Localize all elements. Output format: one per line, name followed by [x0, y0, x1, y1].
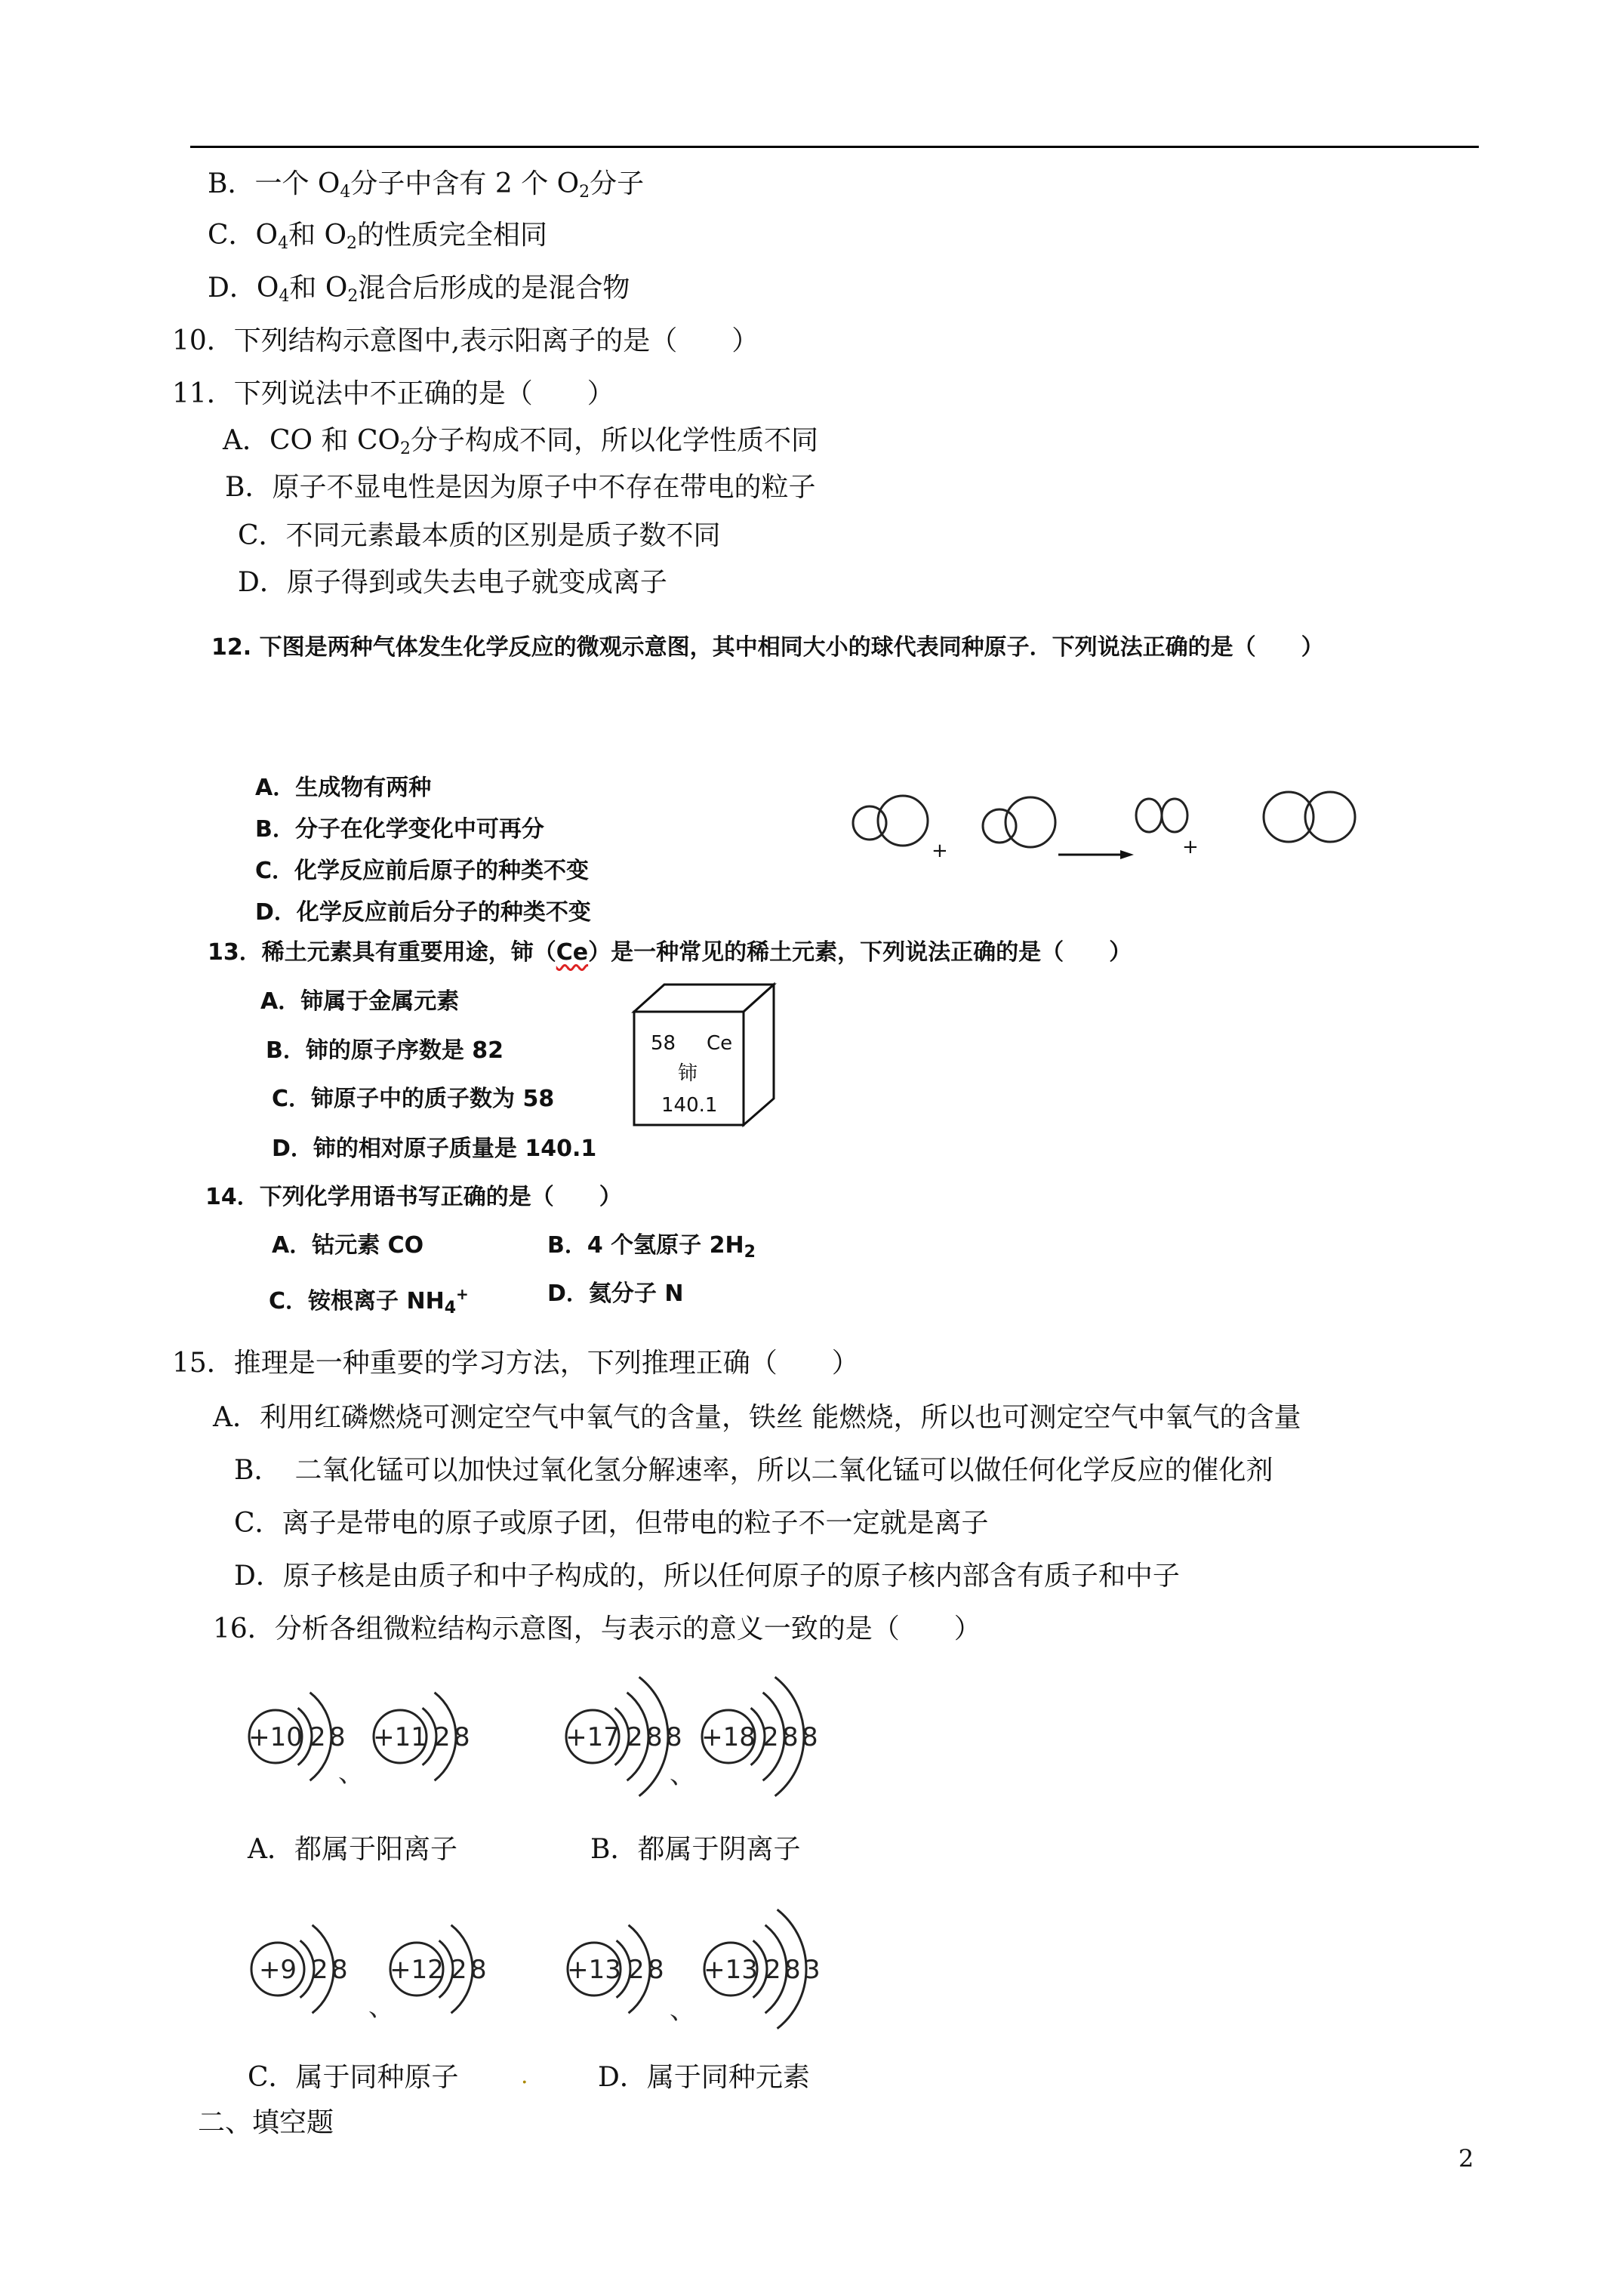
- plus-sign-1: +: [932, 840, 948, 862]
- q15-stem: 15．推理是一种重要的学习方法，下列推理正确（ ）: [172, 1348, 859, 1379]
- shell-electron-count: 2: [627, 1722, 643, 1752]
- q12-option-c: C．化学反应前后原子的种类不变: [255, 858, 590, 884]
- shell-electron-count: 2: [765, 1955, 781, 1985]
- q11-option-a: A．CO 和 $CO_2$分子构成不同，所以化学性质不同: [223, 425, 819, 458]
- shell-electron-count: 8: [331, 1955, 348, 1985]
- shell-electron-count: 8: [470, 1955, 487, 1985]
- q12-option-a: A．生成物有两种: [255, 775, 432, 801]
- plus-sign-2: +: [1182, 836, 1199, 858]
- q15-option-b: B． 二氧化锰可以加快过氧化氢分解速率，所以二氧化锰可以做任何化学反应的催化剂: [234, 1455, 1273, 1486]
- shell-electron-count: 8: [802, 1722, 818, 1752]
- atomic-number: 58: [651, 1032, 676, 1055]
- q13-stem: 13．稀土元素具有重要用途，铈（Ce）是一种常见的稀土元素，下列说法正确的是（ ）: [208, 939, 1132, 966]
- q12-option-d: D．化学反应前后分子的种类不变: [255, 899, 591, 926]
- q14-stem: 14．下列化学用语书写正确的是（ ）: [205, 1184, 622, 1210]
- q16-stem: 16．分析各组微粒结构示意图，与表示的意义一致的是（ ）: [213, 1613, 981, 1644]
- stray-dot: .: [521, 2063, 528, 2089]
- shell-electron-count: 8: [454, 1722, 470, 1752]
- shell-electron-count: 2: [451, 1955, 467, 1985]
- q15-option-a: A．利用红磷燃烧可测定空气中氧气的含量，铁丝 能燃烧，所以也可测定空气中氧气的含量: [213, 1402, 1301, 1433]
- separator-mark: 、: [670, 1996, 695, 2026]
- nucleus-charge: +12: [390, 1955, 444, 1985]
- shell-electron-count: 2: [434, 1722, 451, 1752]
- q11-option-d: D．原子得到或失去电子就变成离子: [238, 567, 667, 598]
- nucleus-charge: +9: [258, 1955, 297, 1985]
- shell-electron-count: 3: [804, 1955, 821, 1985]
- q11-stem: 11．下列说法中不正确的是（ ）: [172, 378, 614, 409]
- element-name: 铈: [678, 1062, 698, 1085]
- shell-electron-count: 2: [762, 1722, 779, 1752]
- shell-electron-count: 8: [782, 1722, 799, 1752]
- nucleus-charge: +11: [373, 1722, 427, 1752]
- q9-option-c: C．$O_4$和 $O_2$的性质完全相同: [208, 220, 548, 253]
- q16-option-b: B．都属于阴离子: [590, 1834, 801, 1865]
- nucleus-charge: +13: [704, 1955, 758, 1985]
- shell-electron-count: 8: [666, 1722, 682, 1752]
- element-symbol: Ce: [707, 1032, 733, 1055]
- atom-structure-5: [251, 1925, 348, 2014]
- q15-option-d: D．原子核是由质子和中子构成的，所以任何原子的原子核内部含有质子和中子: [234, 1561, 1180, 1592]
- atom-structure-8: [704, 1909, 821, 2029]
- section-fill-in-heading: 二、填空题: [198, 2107, 334, 2138]
- atom-structure-4: [701, 1677, 818, 1796]
- shell-electron-count: 2: [312, 1955, 328, 1985]
- nucleus-charge: +17: [565, 1722, 620, 1752]
- nucleus-charge: +13: [567, 1955, 621, 1985]
- shell-electron-count: 8: [648, 1955, 664, 1985]
- q15-option-c: C．离子是带电的原子或原子团，但带电的粒子不一定就是离子: [234, 1508, 989, 1539]
- q16-option-d: D．属于同种元素: [598, 2062, 810, 2093]
- shell-electron-count: 8: [646, 1722, 663, 1752]
- shell-electron-count: 2: [628, 1955, 645, 1985]
- atom-structure-2: [373, 1693, 470, 1781]
- q14-option-a: A．钴元素 CO: [272, 1232, 424, 1259]
- q11-option-b: B．原子不显电性是因为原子中不存在带电的粒子: [225, 472, 816, 503]
- atomic-mass: 140.1: [661, 1094, 718, 1117]
- nucleus-charge: +18: [701, 1722, 756, 1752]
- page-number: 2: [1458, 2144, 1474, 2173]
- separator-mark: 、: [368, 1992, 394, 2023]
- q13-option-a: A．铈属于金属元素: [260, 988, 460, 1015]
- separator-mark: 、: [670, 1760, 695, 1790]
- q11-option-c: C．不同元素最本质的区别是质子数不同: [238, 520, 721, 551]
- q14-option-d: D．氦分子 N: [547, 1281, 684, 1307]
- q10-stem: 10．下列结构示意图中,表示阳离子的是（ ）: [172, 325, 759, 356]
- q16-option-a: A．都属于阳离子: [248, 1834, 457, 1865]
- atom-structure-1: [248, 1693, 346, 1781]
- q16-option-c: C．属于同种原子: [248, 2062, 459, 2093]
- atom-structure-6: [390, 1925, 487, 2014]
- q9-option-d: D．$O_4$和 $O_2$混合后形成的是混合物: [208, 273, 630, 306]
- separator-mark: 、: [338, 1758, 364, 1789]
- shell-electron-count: 8: [784, 1955, 801, 1985]
- q14-option-c: C．铵根离子 $NH_4^+$: [269, 1285, 469, 1318]
- q13-option-d: D．铈的相对原子质量是 140.1: [272, 1136, 597, 1162]
- q12-stem: 12. 下图是两种气体发生化学反应的微观示意图，其中相同大小的球代表同种原子．下列说法正确的是（ ）: [211, 634, 1324, 661]
- atom-structure-7: [567, 1925, 664, 2014]
- q9-option-b: B．一个 $O_4$分子中含有 2 个 $O_2$分子: [208, 168, 645, 202]
- shell-electron-count: 8: [329, 1722, 346, 1752]
- nucleus-charge: +10: [248, 1722, 303, 1752]
- atom-structure-3: [565, 1677, 682, 1796]
- q12-option-b: B．分子在化学变化中可再分: [255, 816, 544, 843]
- q13-option-c: C．铈原子中的质子数为 58: [272, 1086, 555, 1112]
- q13-option-b: B．铈的原子序数是 82: [266, 1037, 504, 1064]
- shell-electron-count: 2: [310, 1722, 326, 1752]
- q14-option-b: B．4 个氢原子 $2H_2$: [547, 1232, 756, 1262]
